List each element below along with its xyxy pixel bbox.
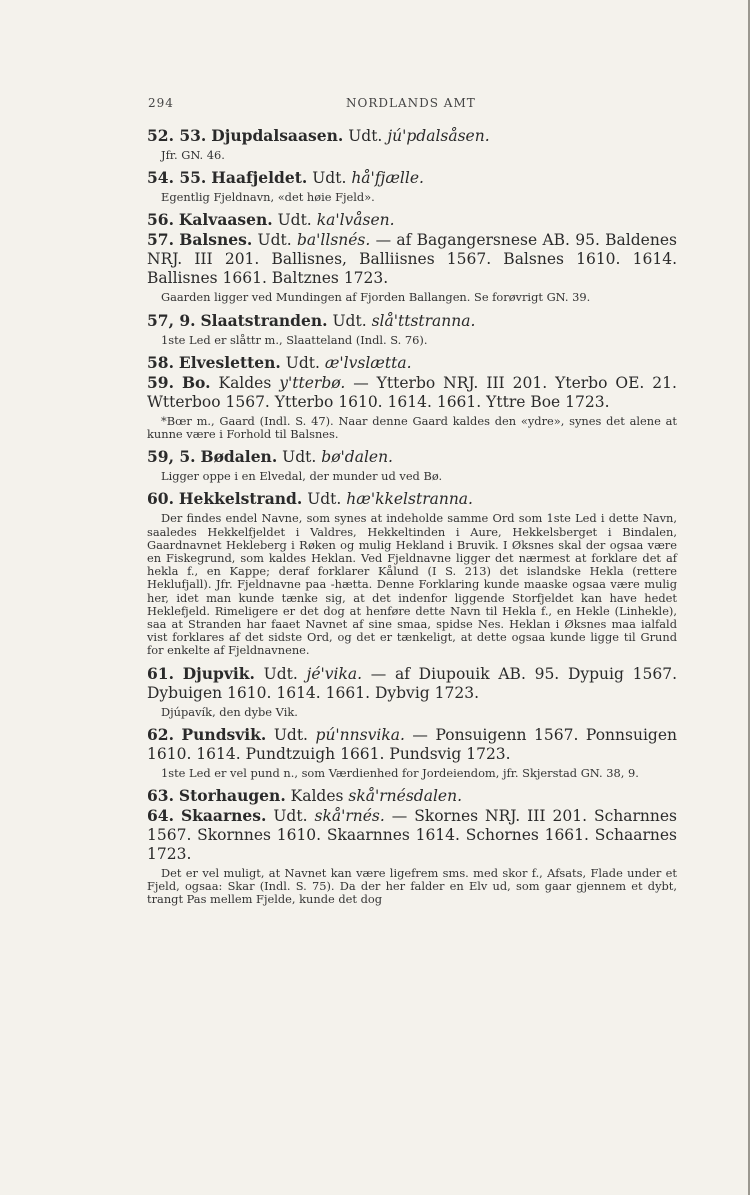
pronunciation-label: Udt.: [257, 231, 292, 250]
entry-heading: [147, 786, 677, 806]
pronunciation-label: Kaldes: [218, 373, 272, 392]
entry-note: Egentlig Fjeldnavn, «det høie Fjeld».: [161, 190, 375, 205]
historical-forms: — Skornes NRJ. III 201. Scharnnes 1567. Skornnes 1610. Skaarnnes 1614. Schornes 1661. Schaarnes 1723.: [147, 807, 677, 864]
pronunciation: jú'pdalsåsen.: [387, 127, 490, 145]
entry-number: 52. 53.: [147, 126, 207, 145]
pronunciation: pú'nnsvika.: [315, 725, 405, 744]
entry-number: 64.: [147, 806, 174, 826]
pronunciation: hå'fjælle.: [351, 169, 424, 188]
place-name: Kalvaasen.: [178, 210, 273, 230]
running-title: NORDLANDS AMT: [346, 96, 476, 110]
pronunciation: æ'lvslætta.: [324, 353, 412, 372]
page-number: 294: [148, 96, 174, 110]
place-entry: [147, 311, 677, 347]
place-name: Storhaugen.: [178, 786, 286, 806]
entry-heading: [147, 725, 677, 764]
place-entry: [147, 806, 677, 907]
pronunciation: skå'rnésdalen.: [348, 787, 462, 806]
pronunciation-label: Udt.: [263, 664, 298, 683]
pronunciation-label: Udt.: [307, 490, 342, 509]
entry-note: Der findes endel Navne, som synes at indeholde samme Ord som 1ste Led i dette Navn, saaledes Hekkelfjeldet i Valdres, Hekkeltinden i Aure, Hekkelsberget i Bindalen, Gaardnavnet Hekleberg i Røken og mulig Hekland i Bruvik. I Øksnes skal der ogsaa være en Fiskegrund, som kaldes Heklan. Ved Fjeldnavne ligger det nærmest at forklare det af hekla f., en Kappe; deraf forklarer Kålund (I S. 213) det islandske Hekla (rettere Heklufjall). Jfr. Fjeldnavne paa -hætta. Denne Forklaring kunde maaske ogsaa være mulig her, idet man kunde tænke sig, at det indenfor liggende Storfjeldet kan have hedet Heklefjeld. Rimeligere er det dog at henføre dette Navn til Hekla f., en Hekle (Linhekle), saa at Stranden har faaet Navnet af sine smaa, spidse Nes. Heklan i Øksnes maa ialfald vist forklares af det sidste Ord, og det er tænkeligt, at dette ogsaa kunde ligge til Grund for enkelte af Fjeldnavnene.: [147, 511, 677, 658]
place-name: Balsnes.: [179, 230, 253, 250]
entry-note: 1ste Led er slåttr m., Slaatteland (Indl. S. 76).: [161, 332, 428, 347]
page-body: [147, 126, 677, 913]
place-name: Skaarnes.: [180, 806, 267, 826]
historical-forms: — af Bagangersnese AB. 95. Baldenes NRJ. III 201. Ballisnes, Balliisnes 1567. Balsnes 1610. 1614. Ballisnes 1661. Baltznes 1723.: [147, 231, 677, 288]
place-name: Bo.: [181, 372, 211, 392]
pronunciation-label: Udt.: [285, 353, 320, 372]
place-entry: [147, 786, 677, 806]
place-name: Djupdalsaasen.: [211, 126, 344, 145]
place-entry: [147, 447, 677, 483]
pronunciation-label: Udt.: [277, 211, 312, 230]
entry-note: Ligger oppe i en Elvedal, der munder ud ved Bø.: [161, 469, 443, 484]
entry-number: 57.: [147, 230, 174, 250]
place-name: Bødalen.: [200, 447, 278, 467]
place-name: Djupvik.: [182, 663, 255, 683]
entry-number: 63.: [147, 786, 174, 806]
pronunciation-label: Udt.: [348, 127, 383, 145]
place-entry: [147, 210, 677, 230]
place-name: Slaatstranden.: [200, 310, 328, 330]
entry-heading: [147, 806, 677, 864]
entry-note: *Bœr m., Gaard (Indl. S. 47). Naar denne Gaard kaldes den «ydre», synes det alene at kunne være i Forhold til Balsnes.: [147, 413, 677, 442]
place-name: Haafjeldet.: [211, 168, 308, 188]
place-entry: [147, 489, 677, 657]
entry-heading: [147, 210, 677, 230]
place-entry: [147, 664, 677, 719]
entry-note: Jfr. GN. 46.: [161, 148, 225, 162]
place-name: Elvesletten.: [178, 352, 281, 372]
entry-number: 61.: [147, 663, 174, 683]
place-entry: [147, 725, 677, 780]
entry-number: 54. 55.: [147, 168, 207, 188]
pronunciation-label: Udt.: [312, 169, 347, 188]
place-entry: [147, 373, 677, 441]
pronunciation-label: Kaldes: [290, 787, 344, 806]
place-name: Pundsvik.: [181, 724, 267, 744]
entry-note: Djúpavík, den dybe Vik.: [161, 704, 298, 719]
entry-heading: [147, 664, 677, 703]
pronunciation: ka'lvåsen.: [316, 211, 395, 230]
pronunciation: bø'dalen.: [321, 448, 393, 467]
entry-number: 62.: [147, 724, 174, 744]
entry-number: 59.: [147, 372, 174, 392]
pronunciation-label: Udt.: [332, 311, 367, 330]
entry-note: Det er vel muligt, at Navnet kan være ligefrem sms. med skor f., Afsats, Flade under et Fjeld, ogsaa: Skar (Indl. S. 75). Da der her falder en Elv ud, som gaar gjennem et dybt, trangt Pas mellem Fjelde, kunde det dog: [147, 866, 677, 907]
place-entry: [147, 168, 677, 204]
place-entry: [147, 126, 677, 162]
entry-heading: [147, 311, 677, 331]
entry-heading: [147, 447, 677, 467]
historical-forms: — af Diupouik AB. 95. Dypuig 1567. Dybuigen 1610. 1614. 1661. Dybvig 1723.: [147, 664, 678, 702]
entry-number: 58.: [147, 352, 174, 372]
entry-number: 59, 5.: [147, 447, 196, 467]
entry-number: 57, 9.: [147, 310, 196, 330]
entry-heading: [147, 489, 677, 509]
entry-heading: [147, 126, 677, 146]
entry-number: 56.: [147, 210, 174, 230]
entry-heading: [147, 168, 677, 188]
pronunciation-label: Udt.: [282, 448, 317, 467]
pronunciation: y'tterbø.: [279, 373, 346, 392]
pronunciation: hæ'kkelstranna.: [346, 490, 473, 509]
entry-heading: [147, 353, 677, 373]
entry-number: 60.: [147, 489, 174, 509]
entry-note: 1ste Led er vel pund n., som Værdienhed for Jordeiendom, jfr. Skjerstad GN. 38, 9.: [161, 765, 639, 780]
pronunciation-label: Udt.: [273, 807, 308, 826]
place-entry: [147, 230, 677, 304]
place-entry: [147, 353, 677, 373]
entry-heading: [147, 230, 677, 288]
historical-forms: — Ytterbo NRJ. III 201. Yterbo OE. 21. Wtterboo 1567. Ytterbo 1610. 1614. 1661. Yttre Boe 1723.: [147, 373, 677, 411]
pronunciation: ba'llsnés.: [296, 231, 371, 250]
pronunciation: skå'rnés.: [314, 807, 385, 826]
place-name: Hekkelstrand.: [178, 489, 303, 509]
pronunciation: jé'vika.: [306, 664, 363, 683]
historical-forms: — Ponsuigenn 1567. Ponnsuigen 1610. 1614. Pundtzuigh 1661. Pundsvig 1723.: [147, 725, 677, 763]
pronunciation: slå'ttstranna.: [371, 311, 476, 330]
entry-note: Gaarden ligger ved Mundingen af Fjorden Ballangen. Se forøvrigt GN. 39.: [161, 290, 591, 305]
entry-heading: [147, 373, 677, 412]
pronunciation-label: Udt.: [273, 725, 308, 744]
